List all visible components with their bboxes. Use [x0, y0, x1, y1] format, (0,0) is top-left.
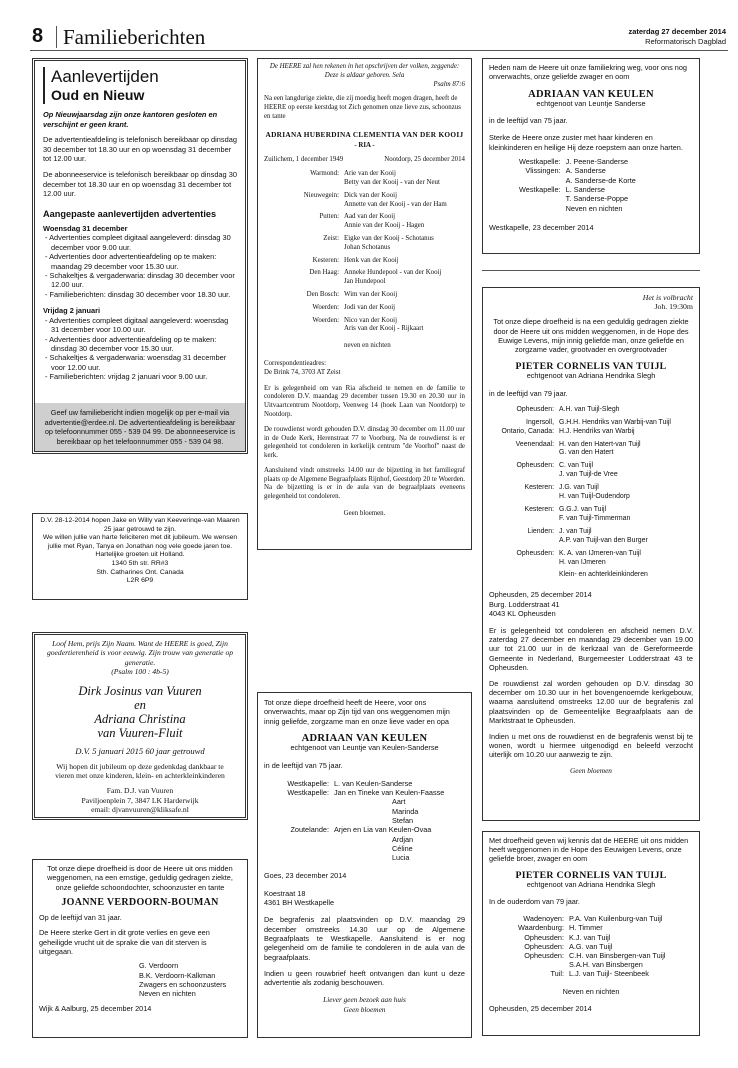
list-item: - Schakeltjes & vergaderwaria: dinsdag 30 december voor 12.00 uur.: [45, 270, 235, 290]
ad-text: Indien u met ons de rouwdienst en de begrafenis wenst bij te wonen, wordt u hiermee uitgenodigd en beleefd verzocht uiterlijk om 10.20 uur aanwezig te zijn.: [489, 731, 693, 760]
table-row: Den Bosch: Wim van der Kooij: [306, 290, 398, 298]
ad-date: D.V. 5 januari 2015 60 jaar getrouwd: [75, 745, 205, 756]
table-row: Den Haag: Anneke Hundepool - van der Kooij Jan Hundepool: [309, 269, 442, 286]
ad-intro: Tot onze diepe droefheid heeft de Heere, voor ons onverwachts, maar op Zijn tijd van ons weggenomen mijn innig geliefde, zorgzame man en onze lieve vader en opa: [264, 698, 450, 726]
column-rule: [482, 270, 700, 271]
section-title: Familieberichten: [63, 25, 206, 49]
table-row: Opheusden: C.H. van Binsbergen-van Tuijl S.A.H. van Binsbergen: [524, 951, 666, 970]
ad-verse: De HEERE zal hen rekenen in het opschrijven der volken, zeggende: Deze is aldaar geboren. Sela: [269, 63, 460, 79]
ad-text: De rouwdienst zal worden gehouden op D.V. dinsdag 30 december om 10.30 uur in het bovengenoemde kerkgebouw, waarna aansluitend omstreeks 12.00 uur de begrafenis zal plaatsvinden op de Gemeentelijke Begraafplaats aan de Marktstraat te Opheusden.: [489, 678, 693, 725]
ad-address: 4361 BH Westkapelle: [264, 898, 335, 908]
correspondence-address: De Brink 74, 3703 AT Zeist: [264, 368, 341, 376]
ad-van-keulen-2: [482, 58, 700, 254]
ad-text: De rouwdienst wordt gehouden D.V. dinsdag 30 december om 11.00 uur in de Oude Kerk, Herenstraat 77 te Voorburg. Na de rouwdienst is er gelegenheid tot condoleren in kerkelijk centrum "de Voorhof" naast de kerk.: [264, 425, 465, 460]
table-row: Opheusden: K. A. van IJmeren-van Tuijl H. van IJmeren: [516, 549, 641, 566]
ad-address: 4043 KL Opheusden: [489, 608, 556, 618]
deceased-spouse: echtgenoot van Adriana Hendrika Slegh: [526, 879, 656, 889]
relatives-table: [272, 779, 444, 863]
ad-van-tuijl-1: [482, 287, 700, 821]
header-date: zaterdag 27 december 2014: [628, 27, 726, 36]
ad-intro: Na een langdurige ziekte, die zij moedig heeft mogen dragen, heeft de HEERE op eerste kerstdag tot Zich genomen onze lieve zus, schoonzus en tante: [264, 95, 461, 120]
table-row: Opheusden: K.J. van Tuijl: [524, 932, 611, 942]
couple-and: en: [134, 697, 146, 712]
ad-flowers: Geen bloemen.: [343, 510, 386, 518]
couple-name: Dirk Josinus van Vuuren: [78, 683, 202, 698]
deceased-name: ADRIAAN VAN KEULEN: [528, 88, 654, 100]
deceased-name: JOANNE VERDOORN-BOUMAN: [61, 896, 219, 908]
table-row: Ingersoll, G.H.H. Hendriks van Warbij-van Tuijl: [526, 418, 671, 426]
ad-intro: Heden nam de Heere uit onze familiekring weg, voor ons nog onverwachts, onze geliefde zwager en oom: [489, 63, 687, 82]
relatives-table: [519, 157, 636, 213]
ad-van-tuijl-2: [482, 831, 700, 1036]
family-line: Neven en nichten: [139, 989, 196, 999]
deceased-spouse: echtgenoot van Leuntje van Keulen-Sanderse: [290, 743, 439, 753]
relatives-table: [489, 914, 666, 978]
ad-jubileum-keeverinqe: [32, 513, 248, 600]
header-rule: [30, 50, 728, 51]
ad-place-date: Opheusden, 25 december 2014: [489, 590, 592, 600]
table-row: Zoutelande: Arjen en Lia van Keulen-Ovaa Ardjan Céline Lucia: [290, 825, 432, 863]
correspondence-label: Correspondentieadres:: [264, 359, 326, 367]
table-row: neven en nichten: [344, 342, 391, 350]
list-item: - Familieberichten: dinsdag 30 december voor 18.30 uur.: [45, 289, 231, 299]
notice-subtitle: Oud en Nieuw: [51, 87, 145, 103]
table-row: Woerden: Jodi van der Kooij: [312, 303, 396, 311]
table-row: Wadenoyen: P.A. Van Kuilenburg-van Tuijl: [523, 914, 663, 924]
ad-age: Op de leeftijd van 31 jaar.: [39, 913, 122, 923]
ad-text: Er is gelegenheid tot condoleren en afscheid nemen D.V. zaterdag 27 december en maandag 29 december van 19.00 uur tot 21.00 uur in de kerkzaal van de Gereformeerde Gemeente in Nederland, Burgemeester Lodderstraat 43 te Opheusden.: [489, 625, 693, 672]
ad-van-vuuren: [32, 632, 248, 820]
ad-text: Aansluitend vindt omstreeks 14.00 uur de bijzetting in het familiegraf plaats op de Algemene Begraafplaats Rijnhof, Geestdorp 20 te Woerden. Na de bijzetting is er in de aula van de begraafplaats eveneens gelegenheid tot condoleren.: [264, 466, 465, 501]
ad-place-date: Wijk & Aalburg, 25 december 2014: [39, 1003, 152, 1013]
table-row: Warmond: Arie van der Kooij Betty van der Kooij - van der Neut: [310, 170, 440, 186]
ad-verse: Het is volbracht: [642, 293, 693, 302]
table-row: Ontario, Canada: H.J. Hendriks van Warbij: [501, 427, 635, 435]
death-date: Nootdorp, 25 december 2014: [384, 156, 465, 164]
notice-footer: Geef uw familiebericht indien mogelijk op per e-mail via advertentie@erdee.nl. De advertentieafdeling is bereikbaar op telefoonnummer 055 - 539 04 99. De abonneeservice is bereikbaar op het telefoonnummer 055 - 539 04 98.: [35, 403, 245, 451]
notice-title: Aanlevertijden: [51, 67, 159, 86]
family-line: Zwagers en schoonzusters: [139, 979, 227, 989]
ad-line: Hartelijke groeten uit Holland.: [95, 551, 185, 559]
ad-flowers: Geen bloemen: [343, 1004, 386, 1014]
ad-intro: Tot onze diepe droefheid is na een geduldig gedragen ziekte door de Heere uit ons midden weggenomen, in de Hope des Euwige Levens, mijn innig geliefde man, onze geliefde en zorgzame vader, grootvader en overgrootvader: [493, 317, 689, 355]
ad-email: email: djvanvuuren@kliksafe.nl: [91, 805, 189, 815]
ad-age: in de leeftijd van 79 jaar.: [489, 388, 568, 398]
notice-p1: De advertentieafdeling is telefonisch bereikbaar op dinsdag 30 december tot 18.30 uur en op woensdag 31 december tot 12.00 uur.: [43, 135, 237, 164]
ad-address: Burg. Lodderstraat 41: [489, 599, 560, 609]
ad-place-date: Opheusden, 25 december 2014: [489, 1003, 592, 1013]
list-item: - Schakeltjes & vergaderwaria: woensdag 31 december voor 12.00 uur.: [45, 353, 227, 372]
ad-line: D.V. 28-12-2014 hopen Jake en Willy van Keeverinqe-van Maaren 25 jaar getrouwd te zijn.: [40, 517, 240, 533]
list-item: - Advertenties compleet digitaal aangeleverd: dinsdag 30 december voor 9.00 uur.: [45, 233, 231, 252]
ad-text: Indien u geen rouwbrief heeft ontvangen dan kunt u deze advertentie als zodanig beschouwen.: [264, 968, 465, 988]
header-paper: Reformatorisch Dagblad: [645, 37, 726, 46]
ad-line: 1340 5th str. RR#3: [111, 559, 169, 567]
ad-family: Neven en nichten: [562, 986, 620, 996]
ad-intro: Met droefheid geven wij kennis dat de HEERE uit ons midden heeft weggenomen in de Hope des Eeuwigen Levens, onze geliefde broer, zwager en oom: [489, 836, 689, 864]
list-item: - Advertenties door advertentieafdeling op te maken: maandag 29 december voor 15.30 uur.: [45, 252, 217, 271]
table-row: Klein- en achterkleinkinderen: [559, 571, 648, 579]
ad-line: Sth. Catharines Ont. Canada: [96, 568, 184, 576]
list-item: - Advertenties compleet digitaal aangeleverd: woensdag 31 december voor 10.00 uur.: [45, 315, 229, 335]
ad-place-date: Westkapelle, 23 december 2014: [489, 222, 594, 232]
ad-intro: Tot onze diepe droefheid is door de Heere uit ons midden weggenomen, na een ernstige, geduldig gedragen ziekte, onze geliefde schoondochter, schoonzuster en tante: [47, 864, 233, 892]
table-row: Lienden: J. van Tuijl A.P. van Tuijl-van den Burger: [527, 527, 648, 544]
ad-address: Paviljoenplein 7, 3847 LK Harderwijk: [81, 795, 199, 805]
table-row: Putten: Aad van der Kooij Annie van der Kooij - Hagen: [319, 213, 425, 230]
table-row: Vlissingen: A. Sanderse A. Sanderse-de Korte: [525, 166, 636, 185]
ad-flowers: Geen bloemen: [570, 765, 612, 775]
table-row: Opheusden: C. van Tuijl J. van Tuijl-de Vree: [516, 462, 618, 479]
page-number: 8: [32, 25, 44, 47]
deceased-name: ADRIAAN VAN KEULEN: [301, 732, 428, 744]
ad-line: L2R 6P9: [126, 577, 154, 585]
notice-aanlevertijden: [32, 58, 248, 454]
notice-h2: Aangepaste aanlevertijden advertenties: [43, 208, 217, 219]
family-line: B.K. Verdoorn-Kalkman: [139, 970, 216, 980]
ad-text: Er is gelegenheid om van Ria afscheid te nemen en de familie te condoleren D.V. maandag 29 december tussen 19.30 en 20.30 uur in Uitvaartcentrum Nootdorp, Veenweg 14 (hoek Laan van Nootdorp) te Nootdorp.: [264, 384, 465, 418]
deceased-name: PIETER CORNELIS VAN TUIJL: [515, 869, 667, 881]
ad-address: Koestraat 18: [264, 888, 306, 898]
ad-verse-ref: Joh. 19:30m: [654, 302, 693, 312]
table-row: Kesteren: G.G.J. van Tuijl F. van Tuijl-Timmerman: [524, 505, 631, 522]
deceased-spouse: echtgenoot van Adriana Hendrika Slegh: [526, 371, 656, 381]
couple-name: Adriana Christina: [94, 711, 186, 726]
deceased-name: ADRIANA HUBERDINA CLEMENTIA VAN DER KOOIJ: [265, 129, 464, 139]
table-row: Westkapelle: Jan en Tineke van Keulen-Faasse Aart Marinda Stefan: [287, 788, 445, 825]
ad-age: in de leeftijd van 75 jaar.: [489, 116, 568, 126]
ad-verse-ref: (Psalm 100 : 4b-5): [111, 667, 169, 677]
table-row: Westkapelle: J. Peene-Sanderse: [519, 157, 629, 167]
table-row: Tuil: L.J. van Tuijl- Steenbeek: [550, 969, 649, 979]
ad-place-date: Goes, 23 december 2014: [264, 871, 347, 881]
deceased-nickname: - RIA -: [354, 141, 375, 149]
deceased-spouse: echtgenoot van Leuntje Sanderse: [536, 98, 646, 108]
table-row: Opheusden: A.G. van Tuijl: [524, 941, 613, 951]
family-line: G. Verdoorn: [139, 961, 179, 971]
ad-van-keulen-1: [257, 692, 472, 1038]
ad-text: Sterke de Heere onze zuster met haar kinderen en kleinkinderen en heilige Hij deze roepstem aan onze harten.: [489, 133, 683, 152]
ad-line: We willen jullie van harte feliciteren met dit jubileum. We wensen jullie met Ryan, Tanya en Jonathan nog vele goede jaren toe.: [42, 534, 238, 550]
ad-verdoorn-bouman: [32, 859, 248, 1038]
table-row: Opheusden: A.H. van Tuijl-Slegh: [516, 405, 620, 413]
header-divider: [56, 26, 57, 48]
ad-age: in de leeftijd van 75 jaar.: [264, 761, 343, 771]
birth-date: Zuilichem, 1 december 1949: [264, 156, 344, 164]
ad-note: Liever geen bezoek aan huis: [323, 995, 406, 1005]
ad-text: De begrafenis zal plaatsvinden op D.V. maandag 29 december omstreeks 14.30 uur op de Algemene Begraafplaats te Westkapelle. Aansluitend is er nog gelegenheid om de familie te condoleren in de aula van de begraafplaats.: [264, 915, 465, 962]
ad-text: De Heere sterke Gert in dit grote verlies en geve een geheiligde vrucht uit de sprake die van dit sterven is uitgegaan.: [39, 928, 210, 957]
notice-p2: De abonneeservice is telefonisch bereikbaar op dinsdag 30 december tot 18.30 uur en op woensdag 31 december tot 12.00 uur.: [43, 169, 237, 199]
ad-van-der-kooij: [257, 58, 472, 550]
notice-d1: Woensdag 31 december: [43, 223, 128, 233]
relatives-table: [489, 406, 671, 581]
table-row: Nieuwegein: Dick van der Kooij Annette van der Kooij - van der Ham: [303, 191, 447, 208]
table-row: Kesteren: J.G. van Tuijl H. van Tuijl-Oudendorp: [524, 484, 630, 501]
table-row: Zeist: Eigke van der Kooij - Schotanus Johan Schotanus: [323, 234, 434, 251]
table-row: Waardenburg: H. Timmer: [518, 923, 603, 933]
table-row: Woerden: Nico van der Kooij Aris van der Kooij - Rijkaart: [312, 316, 424, 333]
ad-verse-ref: Psalm 87:6: [433, 80, 465, 88]
notice-d2: Vrijdag 2 januari: [43, 306, 101, 316]
list-item: - Advertenties door advertentieafdeling op te maken: dinsdag 30 december voor 15.30 uur.: [45, 334, 217, 353]
table-row: Kesteren: Henk van der Kooij: [312, 256, 399, 264]
table-row: Westkapelle: L. Sanderse T. Sanderse-Poppe Neven en nichten: [519, 184, 629, 213]
notice-intro: Op Nieuwjaarsdag zijn onze kantoren gesloten en verschijnt er geen krant.: [43, 110, 218, 129]
couple-name: van Vuuren-Fluit: [97, 725, 183, 740]
ad-family: Fam. D.J. van Vuuren: [106, 786, 174, 796]
relatives-table: [276, 170, 447, 351]
list-item: - Familieberichten: vrijdag 2 januari voor 9.00 uur.: [45, 372, 208, 382]
ad-verse: Loof Hem, prijs Zijn Naam. Want de HEERE is goed, Zijn goedertierenheid is voor eeuwig. Zijn trouw van generatie op generatie.: [46, 639, 234, 667]
deceased-name: PIETER CORNELIS VAN TUIJL: [515, 361, 667, 373]
ad-text: Wij hopen dit jubileum op deze gedenkdag dankbaar te vieren met onze kinderen, klein- en achterkleinkinderen: [55, 761, 225, 781]
table-row: Westkapelle: L. van Keulen-Sanderse: [287, 778, 413, 788]
table-row: Veenendaal: H. van den Hatert-van Tuijl G. van den Hatert: [515, 440, 641, 457]
ad-age: In de ouderdom van 79 jaar.: [489, 897, 580, 907]
